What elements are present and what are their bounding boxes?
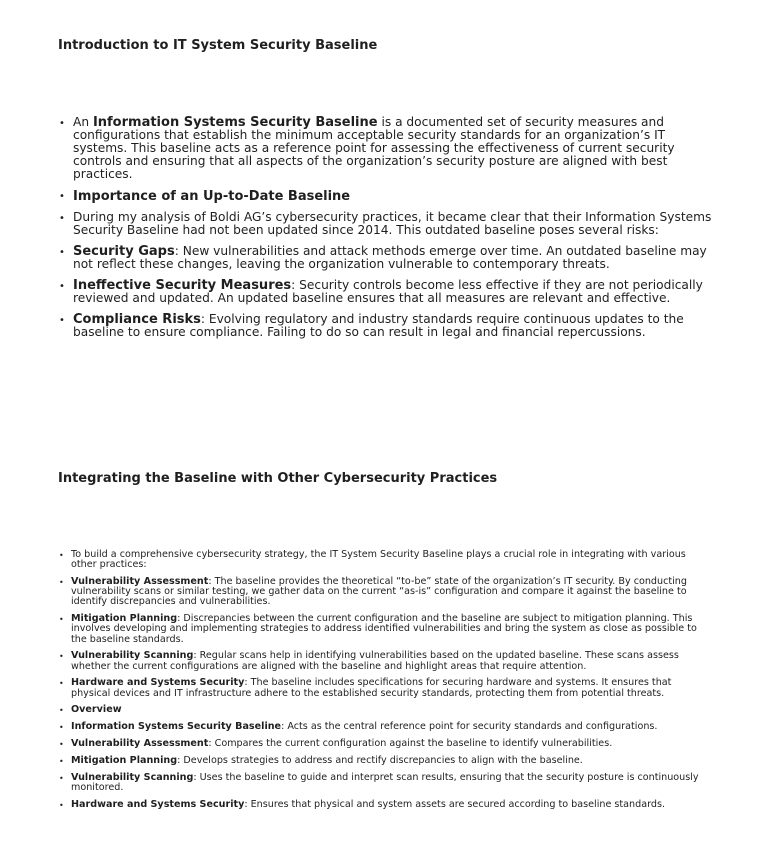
item-term: Importance of an Up-to-Date Baseline (73, 189, 351, 204)
item-term: Vulnerability Assessment (71, 738, 209, 749)
item-term: Mitigation Planning (71, 754, 178, 766)
list-item (73, 116, 713, 181)
item-text: : The baseline includes specifications for securing hardware and systems. It ensures that physical devices and IT infrastructure adhere to the established security standards, protecting them from potential threats. (71, 677, 672, 699)
item-text: : Discrepancies between the current configuration and the baseline are subject to mitigation planning. This involves developing and implementing strategies to address identified vulnerabilities and bring the system as close as possible to the baseline standards. (71, 613, 697, 645)
item-term: Hardware and Systems Security (71, 798, 245, 810)
list-item (71, 705, 713, 715)
list-item (71, 800, 713, 810)
list-item (73, 189, 713, 203)
section1-list (73, 116, 713, 347)
item-text: : Compares the current configuration against the baseline to identify vulnerabilities. (208, 738, 613, 749)
list-item (73, 211, 713, 237)
list-item (71, 651, 713, 671)
item-term: Security Gaps (73, 244, 175, 259)
list-item (71, 550, 713, 570)
item-prefix: An (73, 115, 93, 129)
item-term: Overview (71, 704, 122, 716)
item-text: : Security controls become less effective if they are not periodically reviewed and updated. An updated baseline ensures that all measures are relevant and effective. (73, 278, 703, 305)
list-item (71, 614, 713, 645)
list-item (71, 577, 713, 608)
list-item (73, 245, 713, 271)
list-item (73, 279, 713, 305)
list-item (71, 773, 713, 793)
item-text: : Evolving regulatory and industry standards require continuous updates to the baseline to ensure compliance. Failing to do so can result in legal and financial repercussions. (73, 312, 684, 339)
item-text: : Ensures that physical and system assets are secured according to baseline standards. (244, 798, 666, 810)
section1-heading: Introduction to IT System Security Baseline (58, 38, 378, 53)
section2-heading: Integrating the Baseline with Other Cybersecurity Practices (58, 471, 498, 486)
list-item (73, 313, 713, 339)
item-text: : New vulnerabilities and attack methods emerge over time. An outdated baseline may not reflect these changes, leaving the organization vulnerable to contemporary threats. (73, 244, 707, 271)
item-term: Compliance Risks (73, 312, 201, 327)
item-term: Ineffective Security Measures (73, 278, 292, 293)
item-text: To build a comprehensive cybersecurity strategy, the IT System Security Baseline plays a crucial role in integrating with various other practices: (71, 549, 686, 571)
list-item (71, 756, 713, 766)
section2-list (71, 550, 713, 816)
item-term: Information Systems Security Baseline (92, 115, 378, 130)
item-term: Vulnerability Assessment (71, 576, 209, 587)
item-term: Hardware and Systems Security (71, 677, 245, 689)
item-term: Vulnerability Scanning (71, 650, 194, 662)
list-item (71, 722, 713, 732)
list-item (71, 739, 713, 749)
item-text: : Acts as the central reference point for security standards and configurations. (281, 721, 658, 733)
item-text: During my analysis of Boldi AG’s cybersecurity practices, it became clear that their Information Systems Security Baseline had not been updated since 2014. This outdated baseline poses several risks: (73, 210, 712, 237)
item-text: is a documented set of security measures and configurations that establish the minimum acceptable security standards for an organization’s IT systems. This baseline acts as a reference point for assessing the effectiveness of current security controls and ensuring that all aspects of the organization’s security posture are aligned with best practices. (73, 115, 675, 181)
item-text: : Develops strategies to address and rectify discrepancies to align with the baseline. (177, 754, 583, 766)
list-item (71, 678, 713, 698)
item-text: : The baseline provides the theoretical “to-be” state of the organization’s IT security. By conducting vulnerability scans or similar testing, we gather data on the current “as-is” configuration and compare it against the baseline to identify discrepancies and vulnerabilities. (71, 576, 687, 608)
item-text: : Uses the baseline to guide and interpret scan results, ensuring that the security posture is continuously monitored. (71, 771, 699, 793)
item-term: Information Systems Security Baseline (71, 721, 282, 733)
item-term: Vulnerability Scanning (71, 771, 194, 783)
item-text: : Regular scans help in identifying vulnerabilities based on the updated baseline. These scans assess whether the current configurations are aligned with the baseline and highlight areas that require attention. (71, 650, 679, 672)
item-term: Mitigation Planning (71, 613, 178, 625)
